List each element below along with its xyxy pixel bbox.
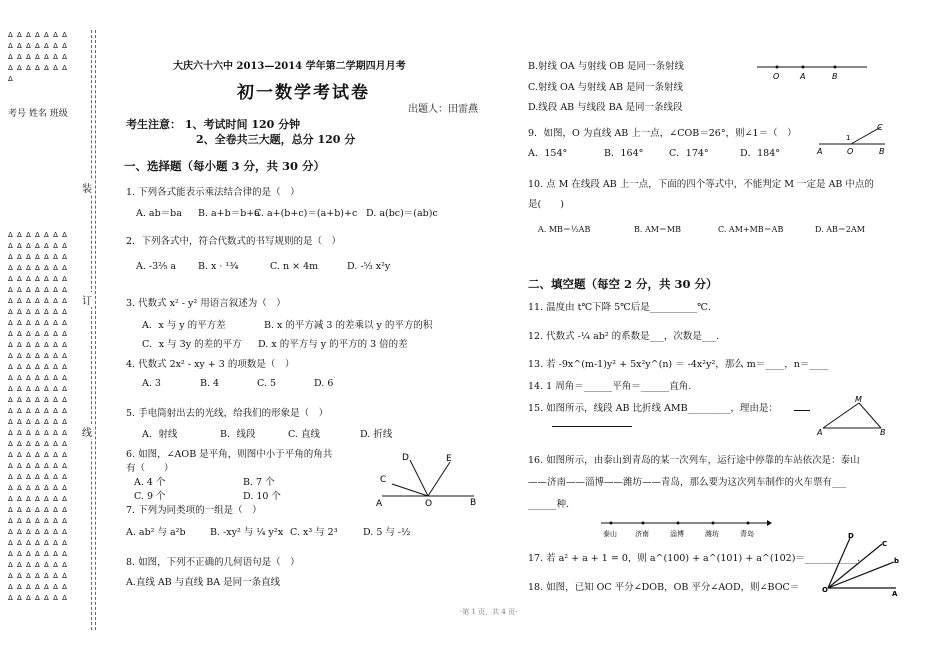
q18-label-b: b — [894, 557, 900, 565]
q15-answer-line-2 — [794, 410, 810, 411]
q18: 18. 如图，已知 OC 平分∠DOB，OB 平分∠AOD，则∠BOC＝ — [528, 582, 800, 593]
triangle-row: Δ Δ Δ Δ Δ Δ Δ — [8, 308, 68, 316]
q10-option-d: D. AB＝2AM — [815, 225, 865, 234]
q1-option-d: D. a(bc)＝(ab)c — [366, 208, 438, 219]
q5-stem: 5. 手电筒射出去的光线，给我们的形象是（ ） — [126, 408, 329, 419]
triangle-row: Δ Δ Δ Δ Δ Δ Δ — [8, 429, 68, 437]
triangle-row: Δ Δ Δ Δ Δ Δ Δ — [8, 528, 68, 536]
q6-label-d: D — [402, 453, 409, 463]
q11: 11. 温度由 t℃下降 5℃后是__________℃. — [528, 302, 711, 313]
q7-option-d: D. 5 与 -½ — [363, 527, 411, 538]
triangle-row: Δ Δ Δ Δ Δ Δ Δ — [8, 275, 68, 283]
q2-stem: 2．下列各式中，符合代数式的书写规则的是（ ） — [126, 236, 342, 247]
q9-option-a: A．154° — [528, 148, 568, 159]
q3-stem: 3. 代数式 x² - y² 用语言叙述为（ ） — [126, 298, 286, 309]
q9-label-b: B — [879, 147, 885, 156]
triangle-row: Δ Δ Δ Δ Δ Δ Δ — [8, 495, 68, 503]
q7-option-a: A. ab² 与 a²b — [126, 527, 186, 538]
q1-option-b: B. a+b＝b+a — [198, 208, 260, 219]
q8-label-b: B — [832, 72, 838, 81]
q8-option-c: C.射线 OA 与射线 AB 是同一条射线 — [528, 82, 684, 93]
station-weifang: 潍坊 — [705, 530, 719, 538]
q4-option-a: A. 3 — [142, 378, 161, 389]
q4-option-b: B. 4 — [200, 378, 220, 389]
q2-option-d: D. -⁵⁄₃ x²y — [347, 261, 391, 272]
q6-label-o: O — [425, 499, 433, 509]
q1-stem: 1. 下列各式能表示乘法结合律的是（ ） — [126, 187, 300, 198]
q8-label-o: O — [773, 72, 780, 81]
section-2-heading: 二、填空题（每空 2 分，共 30 分） — [528, 277, 718, 291]
triangle-row: Δ Δ Δ Δ Δ Δ Δ — [8, 407, 68, 415]
q16-line-2: ——济南——淄博——潍坊——青岛，那么要为这次列车制作的火车票有___ — [528, 477, 847, 488]
q6-option-a: A. 4 个 — [134, 477, 166, 488]
q2-option-c: C. n × 4m — [270, 261, 319, 272]
q9-label-a: A — [817, 147, 823, 156]
station-zibo: 淄博 — [670, 530, 684, 538]
triangle-row: Δ Δ Δ Δ Δ Δ Δ — [8, 363, 68, 371]
q5-option-b: B．线段 — [220, 429, 256, 440]
triangle-block-bottom — [8, 230, 68, 604]
q6-option-c: C. 9 个 — [134, 491, 166, 502]
q9-option-c: C．174° — [669, 148, 709, 159]
q6-figure — [370, 448, 485, 510]
notice-label: 考生注意： — [126, 118, 181, 131]
triangle-row: Δ Δ Δ Δ Δ Δ Δ — [8, 506, 68, 514]
q18-label-o: O — [822, 586, 828, 594]
q7-option-c: C. x³ 与 2³ — [290, 527, 338, 538]
q7-stem: 7. 下列为同类项的一组是（ ） — [126, 505, 262, 516]
q15-label-b: B — [880, 428, 886, 436]
q12: 12. 代数式 -¼ ab² 的系数是___，次数是___. — [528, 331, 720, 342]
q10-option-b: B. AM＝MB — [634, 225, 682, 234]
q15-label-m: M — [855, 395, 862, 404]
q4-option-c: C. 5 — [257, 378, 277, 389]
q1-option-c: C. a+(b+c)＝(a+b)+c — [254, 208, 358, 219]
q3-option-b: B. x 的平方减 3 的差乘以 y 的平方的积 — [264, 320, 433, 331]
station-jinan: 济南 — [635, 530, 649, 538]
triangle-row: Δ Δ Δ Δ Δ Δ Δ — [8, 594, 68, 602]
q10-option-a: A. MB＝½AB — [538, 225, 591, 234]
triangle-row: Δ Δ Δ Δ Δ Δ Δ — [8, 561, 68, 569]
q3-option-d: D. x 的平方与 y 的平方的 3 倍的差 — [258, 339, 408, 350]
q6-stem-2: 有（ ） — [126, 463, 174, 474]
q8-option-d: D.线段 AB 与线段 BA 是同一条线段 — [528, 102, 683, 113]
q5-option-d: D. 折线 — [360, 429, 393, 440]
q18-figure — [820, 528, 902, 598]
triangle-row: Δ Δ Δ Δ Δ Δ Δ — [8, 517, 68, 525]
q15-label-a: A — [817, 428, 823, 436]
binding-char-xian: 线 — [82, 424, 92, 439]
triangle-row: Δ Δ Δ Δ Δ Δ Δ — [8, 286, 68, 294]
triangle-row: Δ Δ Δ Δ Δ Δ Δ — [8, 374, 68, 382]
triangle-row: Δ Δ Δ Δ Δ Δ Δ — [8, 352, 68, 360]
q2-option-b: B. x · ¹³⁄₄ — [198, 261, 239, 272]
q9-label-c: C — [877, 123, 883, 132]
triangle-single: Δ — [8, 75, 14, 83]
triangle-row: Δ Δ Δ Δ Δ Δ Δ — [8, 484, 68, 492]
q9-option-d: D．184° — [740, 148, 780, 159]
triangle-row: Δ Δ Δ Δ Δ Δ Δ — [8, 539, 68, 547]
triangle-row: Δ Δ Δ Δ Δ Δ Δ — [8, 451, 68, 459]
triangle-row: Δ Δ Δ Δ Δ Δ Δ — [8, 385, 68, 393]
triangle-row: Δ Δ Δ Δ Δ Δ Δ — [8, 396, 68, 404]
student-info-label: 考号 姓名 班级 — [8, 109, 68, 119]
q16-line-3: ______种. — [528, 499, 570, 510]
station-qingdao: 青岛 — [740, 530, 754, 538]
q9-option-b: B．164° — [604, 148, 644, 159]
q9-label-1: 1 — [846, 134, 851, 142]
q10-stem: 10. 点 M 在线段 AB 上一点，下面的四个等式中，不能判定 M 一定是 AB 中点的 — [528, 179, 874, 190]
triangle-row: Δ Δ Δ Δ Δ Δ Δ — [8, 550, 68, 558]
triangle-row: Δ Δ Δ Δ Δ Δ Δ — [8, 473, 68, 481]
q18-label-d: D — [848, 532, 854, 540]
author-line: 出题人：田雷燕 — [408, 104, 478, 115]
q15-figure — [815, 394, 890, 436]
binding-line — [91, 30, 92, 630]
q8-option-b: B.射线 OA 与射线 OB 是同一条射线 — [528, 61, 684, 72]
q2-option-a: A. -3²⁄₅ a — [136, 261, 177, 272]
q16: 16. 如图所示，由泰山到青岛的某一次列车，运行途中停靠的车站依次是：泰山 — [528, 455, 860, 466]
q8-figure — [755, 60, 870, 82]
q4-option-d: D. 6 — [314, 378, 334, 389]
binding-line-inner — [95, 30, 96, 630]
page-title: 初一数学考试卷 — [237, 83, 370, 103]
triangle-row: Δ Δ Δ Δ Δ Δ Δ — [8, 418, 68, 426]
q6-option-b: B. 7 个 — [243, 477, 275, 488]
q10-option-c: C. AM+MB＝AB — [718, 225, 784, 234]
q14: 14. 1 周角＝______平角＝______直角. — [528, 381, 692, 392]
triangle-row: Δ Δ Δ Δ Δ Δ Δ — [8, 31, 68, 39]
q8-label-a: A — [800, 72, 806, 81]
q5-option-a: A．射线 — [142, 429, 178, 440]
q9-figure — [815, 122, 890, 156]
triangle-row: Δ Δ Δ Δ Δ Δ Δ — [8, 341, 68, 349]
q6-label-c: C — [380, 475, 387, 485]
page-footer: ·第 1 页，共 4 页· — [460, 608, 518, 616]
q8-option-a: A.直线 AB 与直线 BA 是同一条直线 — [126, 577, 281, 588]
q4-stem: 4. 代数式 2x² - xy + 3 的项数是（ ） — [126, 359, 295, 370]
q9-stem: 9．如图，O 为直线 AB 上一点，∠COB＝26°，则∠1＝（ ） — [528, 128, 797, 139]
triangle-row: Δ Δ Δ Δ Δ Δ Δ — [8, 264, 68, 272]
triangle-row: Δ Δ Δ Δ Δ Δ Δ — [8, 572, 68, 580]
q10-stem-2: 是( ) — [528, 199, 564, 210]
q18-label-c: C — [882, 540, 888, 548]
triangle-row: Δ Δ Δ Δ Δ Δ Δ — [8, 231, 68, 239]
q6-label-b: B — [470, 498, 477, 508]
triangle-block-top — [8, 30, 68, 85]
q18-label-a: A — [892, 590, 898, 598]
q8-stem: 8. 如图，下列不正确的几何语句是（ ） — [126, 557, 300, 568]
notice-item-1: 1、考试时间 120 分钟 — [184, 118, 301, 131]
triangle-row: Δ Δ Δ Δ Δ Δ Δ — [8, 242, 68, 250]
section-1-heading: 一、选择题（每小题 3 分，共 30 分） — [124, 159, 326, 173]
triangle-row: Δ Δ Δ Δ Δ Δ Δ — [8, 42, 68, 50]
triangle-row: Δ Δ Δ Δ Δ Δ Δ — [8, 462, 68, 470]
q6-label-e: E — [446, 454, 452, 464]
q7-option-b: B. -xy² 与 ¼ y²x — [210, 527, 284, 538]
q6-option-d: D. 10 个 — [243, 491, 281, 502]
notice — [126, 116, 300, 132]
triangle-row: Δ Δ Δ Δ Δ Δ Δ — [8, 583, 68, 591]
triangle-row: Δ Δ Δ Δ Δ Δ Δ — [8, 53, 68, 61]
triangle-row: Δ Δ Δ Δ Δ Δ Δ — [8, 319, 68, 327]
binding-char-ding: 订 — [82, 292, 92, 307]
q16-station-figure — [595, 516, 773, 540]
triangle-row: Δ Δ Δ Δ Δ Δ Δ — [8, 253, 68, 261]
q3-option-c: C．x 与 3y 的差的平方 — [142, 339, 242, 350]
notice-item-2: 2、全卷共三大题，总分 120 分 — [196, 133, 356, 146]
q3-option-a: A．x 与 y 的平方差 — [142, 320, 226, 331]
q5-option-c: C. 直线 — [288, 429, 320, 440]
q13: 13. 若 -9x^(m-1)y² + 5x²y^(n) ＝ -4x²y²，那么 m＝____，n＝____ — [528, 359, 829, 370]
q6-label-a: A — [376, 499, 383, 509]
triangle-row: Δ Δ Δ Δ Δ Δ Δ — [8, 440, 68, 448]
station-taishan: 泰山 — [603, 530, 617, 538]
school-line: 大庆六十六中 2013—2014 学年第二学期四月月考 — [173, 61, 406, 72]
q15-answer-line — [552, 426, 632, 427]
q1-option-a: A. ab＝ba — [136, 208, 182, 219]
q9-label-o: O — [847, 147, 854, 156]
q6-stem: 6. 如图，∠AOB 是平角，则图中小于平角的角共 — [126, 449, 333, 460]
q15: 15. 如图所示，线段 AB 比折线 AMB_________，理由是： — [528, 403, 778, 414]
q17: 17. 若 a² + a + 1 = 0，则 a^(100) + a^(101) + a^(102)＝___________. — [528, 553, 861, 564]
triangle-row: Δ Δ Δ Δ Δ Δ Δ — [8, 330, 68, 338]
triangle-row: Δ Δ Δ Δ Δ Δ Δ — [8, 64, 68, 72]
binding-char-zhuang: 装 — [82, 180, 92, 195]
triangle-row: Δ Δ Δ Δ Δ Δ Δ — [8, 297, 68, 305]
